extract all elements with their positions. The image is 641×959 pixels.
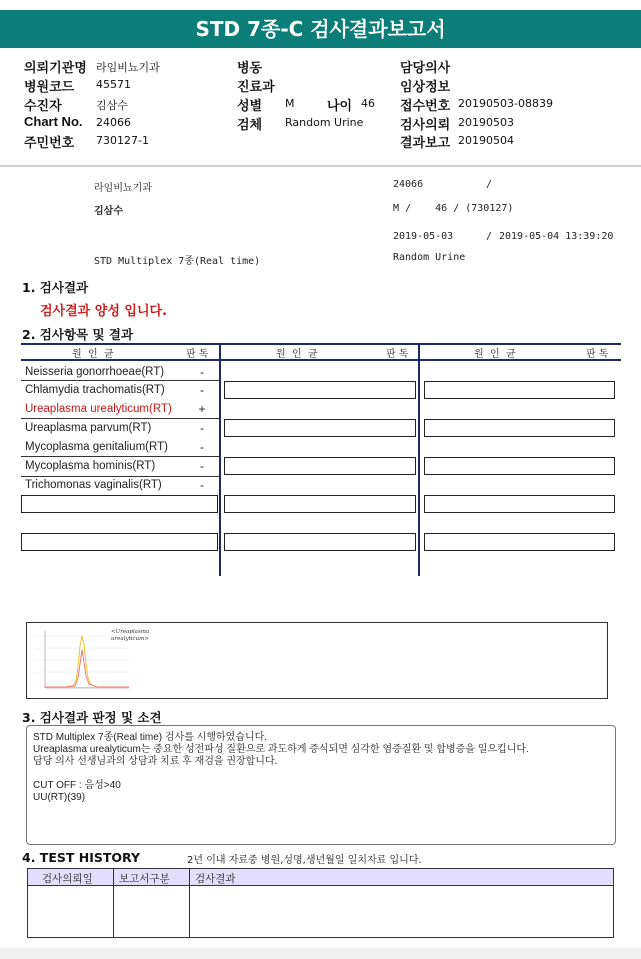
history-note: 2년 이내 자료중 병원,성명,생년월일 일치자료 입니다. — [187, 855, 422, 866]
section2-title: 2. 검사항목 및 결과 — [22, 327, 134, 342]
label-age: 나이 — [327, 98, 353, 113]
label-hospital-code: 병원코드 — [24, 79, 75, 94]
value-specimen: Random Urine — [285, 116, 364, 129]
empty-cell — [424, 495, 615, 513]
form-chart-no: 24066 — [393, 179, 424, 190]
empty-cell — [21, 495, 218, 513]
value-sex: M — [285, 97, 295, 110]
page-bottom-strip — [0, 948, 641, 959]
value-age: 46 — [361, 97, 375, 110]
value-report-date: 20190504 — [458, 134, 514, 147]
pathogen-name: Chlamydia trachomatis(RT) — [25, 384, 165, 396]
svg-text:-: - — [37, 658, 39, 662]
value-chart-no: 24066 — [96, 116, 131, 129]
form-sex-age: M / 46 / (730127) — [393, 203, 514, 214]
svg-text:-: - — [37, 670, 39, 674]
history-header-row — [27, 868, 614, 886]
form-request-date: 2019-05-03 — [393, 231, 454, 242]
cutoff-line: CUT OFF : 음성>40 — [33, 780, 121, 791]
header-judgment-1: 판 독 — [186, 349, 209, 360]
history-col-request-date: 검사의뢰일 — [42, 873, 93, 885]
history-col-report-type: 보고서구분 — [119, 873, 170, 885]
form-test-name: STD Multiplex 7종(Real time) — [94, 256, 261, 267]
empty-cell — [224, 457, 416, 475]
section4-title: 4. TEST HISTORY — [22, 850, 141, 865]
judgment-mark: - — [200, 383, 204, 397]
pathogen-name-positive: Ureaplasma urealyticum(RT) — [25, 403, 172, 415]
label-department: 진료과 — [237, 79, 275, 94]
value-receipt-no: 20190503-08839 — [458, 97, 553, 110]
form-patient: 김삼수 — [94, 206, 123, 217]
empty-cell — [424, 533, 615, 551]
judgment-mark-positive: + — [198, 402, 206, 416]
judgment-mark: - — [200, 421, 204, 435]
judgment-mark: - — [200, 365, 204, 379]
header-judgment-3: 판 독 — [586, 349, 609, 360]
svg-text:-: - — [37, 634, 39, 638]
svg-text:-: - — [37, 682, 39, 686]
pathogen-name: Neisseria gonorrhoeae(RT) — [25, 366, 165, 378]
form-specimen: Random Urine — [393, 252, 466, 263]
header-divider — [0, 165, 641, 167]
findings-box — [26, 725, 616, 845]
value-request-date: 20190503 — [458, 116, 514, 129]
label-specimen: 검체 — [237, 117, 263, 132]
section3-title: 3. 검사결과 판정 및 소견 — [22, 710, 162, 725]
svg-text:-: - — [37, 646, 39, 650]
empty-cell — [424, 457, 615, 475]
label-clinic: 의뢰기관명 — [24, 60, 87, 75]
empty-cell — [21, 533, 218, 551]
label-sex: 성별 — [237, 98, 263, 113]
graph-legend: <Ureaplasma urealyticum> — [111, 629, 150, 642]
empty-cell — [224, 419, 416, 437]
report-title: STD 7종-C 검사결과보고서 — [0, 10, 641, 48]
value-clinic: 라임비뇨기과 — [96, 61, 160, 74]
form-report-sep: / — [486, 231, 493, 242]
finding-line: Ureaplasma urealyticum는 중요한 성전파성 질환으로 과도하게 증식되면 심각한 염증질환 및 합병증을 일으킵니다. — [33, 744, 529, 755]
pathogen-name: Trichomonas vaginalis(RT) — [25, 479, 162, 491]
empty-cell — [224, 495, 416, 513]
table-col-divider-2 — [418, 343, 420, 576]
value-hospital-code: 45571 — [96, 78, 131, 91]
label-resident-no: 주민번호 — [24, 135, 75, 150]
history-col-result: 검사결과 — [195, 873, 236, 885]
table-col-divider-1 — [219, 343, 221, 576]
label-report-date: 결과보고 — [400, 135, 451, 150]
row-sep — [21, 418, 219, 419]
empty-cell — [224, 533, 416, 551]
history-col-divider — [189, 868, 190, 938]
pathogen-name: Mycoplasma hominis(RT) — [25, 460, 156, 472]
ct-value-line: UU(RT)(39) — [33, 792, 86, 803]
row-sep — [21, 456, 219, 457]
section1-title: 1. 검사결과 — [22, 280, 89, 295]
finding-line: STD Multiplex 7종(Real time) 검사를 시행하였습니다. — [33, 732, 268, 743]
row-sep — [21, 380, 219, 381]
history-col-divider — [113, 868, 114, 938]
header-judgment-2: 판 독 — [386, 349, 409, 360]
header-pathogen-3: 원 인 균 — [474, 349, 516, 360]
value-patient: 김삼수 — [96, 99, 128, 112]
header-pathogen-1: 원 인 균 — [72, 349, 114, 360]
empty-cell — [224, 381, 416, 399]
form-clinic: 라임비뇨기과 — [94, 183, 152, 194]
form-chart-sep: / — [486, 179, 493, 190]
value-resident-no: 730127-1 — [96, 134, 149, 147]
positive-result-text: 검사결과 양성 입니다. — [40, 304, 168, 319]
label-receipt-no: 접수번호 — [400, 98, 451, 113]
label-clinical-info: 임상정보 — [400, 79, 451, 94]
label-doctor: 담당의사 — [400, 60, 451, 75]
row-sep — [21, 476, 219, 477]
amplification-graph-panel — [26, 622, 608, 699]
finding-line: 담당 의사 선생님과의 상담과 치료 후 재검을 권장합니다. — [33, 756, 278, 767]
label-request-date: 검사의뢰 — [400, 117, 451, 132]
judgment-mark: - — [200, 440, 204, 454]
empty-cell — [424, 381, 615, 399]
history-body — [27, 886, 614, 938]
pathogen-name: Ureaplasma parvum(RT) — [25, 422, 152, 434]
form-report-datetime: 2019-05-04 13:39:20 — [499, 231, 614, 242]
label-patient: 수진자 — [24, 98, 62, 113]
empty-cell — [424, 419, 615, 437]
header-pathogen-2: 원 인 균 — [276, 349, 318, 360]
judgment-mark: - — [200, 459, 204, 473]
label-ward: 병동 — [237, 60, 263, 75]
label-chart-no: Chart No. — [24, 114, 83, 129]
pathogen-name: Mycoplasma genitalium(RT) — [25, 441, 168, 453]
judgment-mark: - — [200, 478, 204, 492]
